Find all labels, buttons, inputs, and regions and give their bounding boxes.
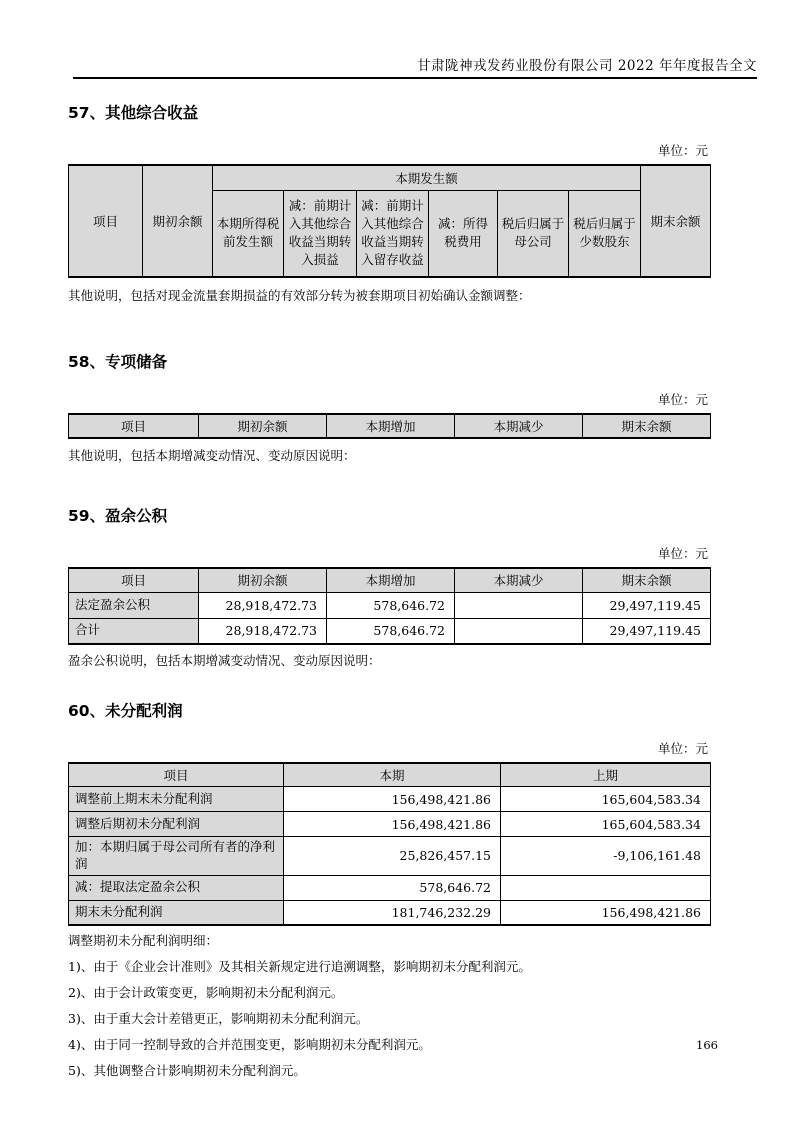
section-58-title: 58、专项储备 [68, 353, 168, 371]
current-period-cell: 156,498,421.86 [284, 787, 501, 812]
col-header-beginning-balance: 期初余额 [143, 165, 213, 277]
unit-label-58: 单位：元 [657, 392, 708, 407]
col-header-ending-balance: 期末余额 [583, 414, 711, 438]
increase-cell: 578,646.72 [327, 618, 455, 644]
note-item-2: 2)、由于会计政策变更，影响期初未分配利润元。 [68, 985, 344, 1001]
col-header-item: 项目 [69, 414, 199, 438]
unit-label-57: 单位：元 [657, 143, 708, 158]
increase-cell: 578,646.72 [327, 592, 455, 618]
col-subheader-transfer-to-retained: 减：前期计入其他综合收益当期转入留存收益 [357, 190, 429, 277]
header-title: 甘肃陇神戎发药业股份有限公司 2022 年年度报告全文 [417, 58, 757, 74]
undistributed-profit-table [68, 762, 711, 926]
section-57-note: 其他说明，包括对现金流量套期损益的有效部分转为被套期项目初始确认金额调整： [68, 288, 531, 303]
table-row-statutory-surplus [69, 592, 711, 618]
item-cell: 合计 [69, 618, 199, 644]
col-header-current-period-group: 本期发生额 [213, 165, 641, 190]
prior-period-cell [501, 875, 711, 900]
item-cell: 法定盈余公积 [69, 592, 199, 618]
col-header-ending-balance: 期末余额 [641, 165, 711, 277]
beginning-balance-cell: 28,918,472.73 [199, 592, 327, 618]
ending-balance-cell: 29,497,119.45 [583, 592, 711, 618]
page-number: 166 [696, 1038, 718, 1052]
current-period-cell: 156,498,421.86 [284, 812, 501, 837]
unit-label-59: 单位：元 [657, 546, 708, 561]
col-subheader-pretax-amount: 本期所得税前发生额 [213, 190, 284, 277]
prior-period-cell: 156,498,421.86 [501, 900, 711, 925]
current-period-cell: 181,746,232.29 [284, 900, 501, 925]
col-header-increase: 本期增加 [327, 568, 455, 592]
table-header-row [69, 414, 711, 438]
section-57-title: 57、其他综合收益 [68, 104, 199, 122]
col-header-item: 项目 [69, 568, 199, 592]
item-cell: 调整前上期末未分配利润 [69, 787, 284, 812]
section-59-note: 盈余公积说明，包括本期增减变动情况、变动原因说明： [68, 653, 381, 668]
section-60-notes [68, 933, 710, 1078]
table-row-statutory-surplus-withdrawn [69, 875, 711, 900]
decrease-cell [455, 592, 583, 618]
table-header-row [69, 568, 711, 592]
decrease-cell [455, 618, 583, 644]
surplus-reserve-table [68, 567, 711, 645]
table-header-row [69, 763, 711, 787]
prior-period-cell: 165,604,583.34 [501, 787, 711, 812]
other-comprehensive-income-table [68, 164, 711, 278]
note-item-1: 1)、由于《企业会计准则》及其相关新规定进行追溯调整，影响期初未分配利润元。 [68, 959, 531, 975]
col-header-prior-period: 上期 [501, 763, 711, 787]
note-item-4: 4)、由于同一控制导致的合并范围变更，影响期初未分配利润元。 [68, 1037, 431, 1053]
notes-title: 调整期初未分配利润明细： [68, 933, 219, 949]
table-row-total [69, 618, 711, 644]
current-period-cell: 578,646.72 [284, 875, 501, 900]
prior-period-cell: -9,106,161.48 [501, 837, 711, 876]
col-header-item: 项目 [69, 165, 143, 277]
table-row-post-adjustment [69, 812, 711, 837]
col-subheader-minority-after-tax: 税后归属于少数股东 [569, 190, 641, 277]
unit-label-60: 单位：元 [657, 741, 708, 756]
item-cell: 减：提取法定盈余公积 [69, 875, 284, 900]
col-header-decrease: 本期减少 [455, 414, 583, 438]
item-cell: 调整后期初未分配利润 [69, 812, 284, 837]
col-subheader-income-tax: 减：所得税费用 [429, 190, 498, 277]
table-header-row [69, 165, 711, 190]
section-58-note: 其他说明，包括本期增减变动情况、变动原因说明： [68, 448, 356, 463]
section-59-title: 59、盈余公积 [68, 507, 168, 525]
special-reserve-table [68, 413, 711, 439]
item-cell: 加：本期归属于母公司所有者的净利润 [69, 837, 284, 876]
col-header-increase: 本期增加 [327, 414, 455, 438]
col-header-beginning-balance: 期初余额 [199, 414, 327, 438]
current-period-cell: 25,826,457.15 [284, 837, 501, 876]
note-item-5: 5)、其他调整合计影响期初未分配利润元。 [68, 1063, 306, 1079]
col-header-ending-balance: 期末余额 [583, 568, 711, 592]
col-subheader-transfer-to-profit: 减：前期计入其他综合收益当期转入损益 [284, 190, 357, 277]
col-header-beginning-balance: 期初余额 [199, 568, 327, 592]
item-cell: 期末未分配利润 [69, 900, 284, 925]
page-content [68, 101, 710, 1078]
table-row-pre-adjustment [69, 787, 711, 812]
col-header-item: 项目 [69, 763, 284, 787]
col-subheader-parent-after-tax: 税后归属于母公司 [498, 190, 569, 277]
beginning-balance-cell: 28,918,472.73 [199, 618, 327, 644]
table-row-net-profit-to-parent [69, 837, 711, 876]
col-header-current-period: 本期 [284, 763, 501, 787]
page-header [73, 0, 757, 79]
prior-period-cell: 165,604,583.34 [501, 812, 711, 837]
ending-balance-cell: 29,497,119.45 [583, 618, 711, 644]
col-header-decrease: 本期减少 [455, 568, 583, 592]
section-60-title: 60、未分配利润 [68, 702, 183, 720]
note-item-3: 3)、由于重大会计差错更正，影响期初未分配利润元。 [68, 1011, 369, 1027]
table-row-ending-undistributed-profit [69, 900, 711, 925]
